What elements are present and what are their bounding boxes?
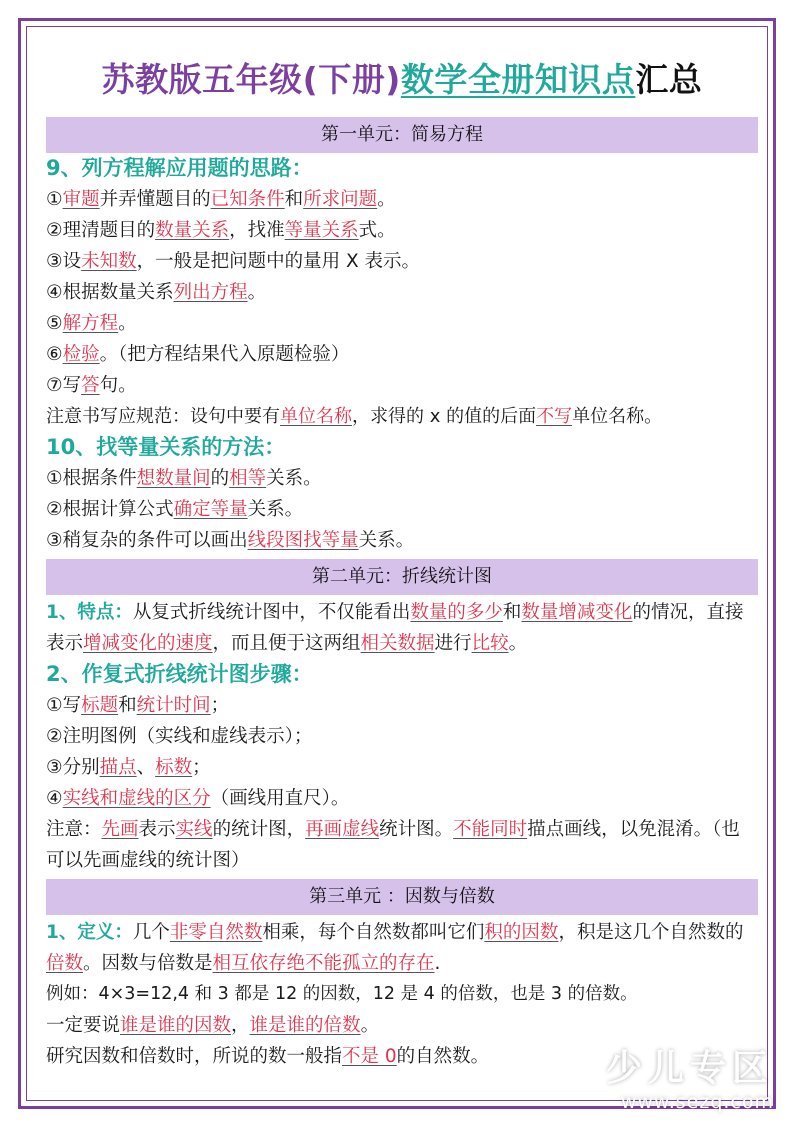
unit-3-header: 第三单元 ：因数与倍数 (46, 879, 758, 915)
title-part-2: 数学全册知识点 (400, 60, 636, 99)
step-line: ⑥检验。（把方程结果代入原题检验） (46, 344, 350, 365)
note-line: 注意书写应规范：设句中要有单位名称，求得的 x 的值的后面不写单位名称。 (46, 406, 663, 427)
step-line: ①审题并弄懂题目的已知条件和所求问题。 (46, 189, 396, 210)
document-body (46, 44, 758, 1072)
note-paragraph: 注意：先画表示实线的统计图，再画虚线统计图。不能同时描点画线，以免混淆。（也可以先画虚线的统计图） (46, 819, 740, 871)
watermark-url: www.sezq.com (620, 1091, 774, 1113)
features-paragraph: 1、特点：从复式折线统计图中，不仅能看出数量的多少和数量增减变化的情况，直接表示增减变化的速度，而且便于这两组相关数据进行比较。 (46, 602, 744, 654)
step-line: ④实线和虚线的区分（画线用直尺）。 (46, 788, 350, 809)
step-line: ③分别描点、标数； (46, 757, 211, 778)
method-line: ③稍复杂的条件可以画出线段图找等量关系。 (46, 530, 415, 551)
title-part-3: 汇总 (635, 60, 703, 99)
method-line: ②根据计算公式确定等量关系。 (46, 499, 304, 520)
page-title (46, 54, 758, 101)
example-line: 例如：4×3=12,4 和 3 都是 12 的因数，12 是 4 的倍数，也是 3 的倍数。 (46, 984, 638, 1004)
unit-1-header: 第一单元：简易方程 (46, 117, 758, 153)
step-line: ⑤解方程。 (46, 313, 137, 334)
watermark-brand: 少儿专区 (605, 1048, 774, 1089)
watermark (606, 1040, 774, 1113)
step-line: ④根据数量关系列出方程。 (46, 282, 267, 303)
title-part-1: 苏教版五年级(下册) (101, 60, 401, 99)
step-line: ②注明图例（实线和虚线表示）； (46, 726, 313, 747)
step-line: ⑦写答句。 (46, 375, 137, 396)
unit-2-header: 第二单元：折线统计图 (46, 559, 758, 595)
section-2-heading: 2、作复式折线统计图步骤： (46, 662, 313, 686)
must-line: 一定要说谁是谁的因数，谁是谁的倍数。 (46, 1015, 380, 1036)
step-line: ③设未知数，一般是把问题中的量用 X 表示。 (46, 251, 421, 272)
method-line: ①根据条件想数量间的相等关系。 (46, 468, 322, 489)
definition-paragraph: 1、定义：几个非零自然数相乘，每个自然数都叫它们积的因数，积是这几个自然数的倍数。因数与倍数是相互依存绝不能孤立的存在. (46, 922, 744, 974)
section-9-heading: 9、列方程解应用题的思路： (46, 156, 313, 180)
step-line: ②理清题目的数量关系，找准等量关系式。 (46, 220, 396, 241)
section-10-heading: 10、找等量关系的方法： (46, 435, 286, 459)
study-line: 研究因数和倍数时，所说的数一般指不是 0的自然数。 (46, 1046, 490, 1067)
step-line: ①写标题和统计时间； (46, 695, 230, 716)
